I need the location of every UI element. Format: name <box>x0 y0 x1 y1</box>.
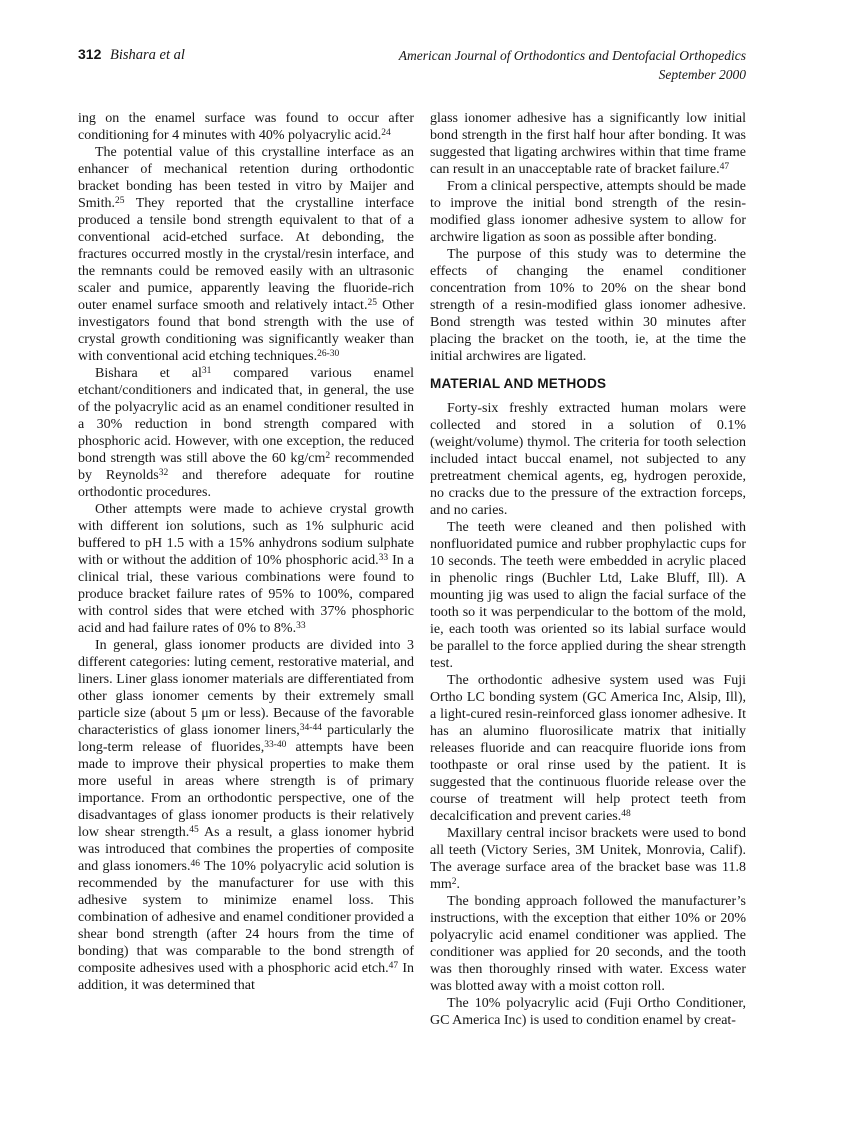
paragraph: The potential value of this crystalline interface as an enhancer of mechanical retention during orthodontic bracket bonding has been tested in vitro by Maijer and Smith.$^{25}$ They reported that the crystalline interface produced a tensile bond strength equivalent to that of a conventional acid-etched surface. At debonding, the fractures occurred mostly in the crystal/resin interface, and the remnants could be removed easily with an ultrasonic scaler and pumice, apparently leaving the fluoride-rich outer enamel surface smooth and relatively intact.$^{25}$ Other investigators found that bond strength with the use of crystal growth conditioning was significantly weaker than with conventional acid etching techniques.$^{26-30}$ <box>78 145 414 364</box>
section-heading: MATERIAL AND METHODS <box>430 376 607 391</box>
paragraph: Other attempts were made to achieve crystal growth with different ion solutions, such as 1% sulphuric acid buffered to pH 1.5 with a 15% anhydrons sodium sulphate with or without the addition of 10% phosphoric acid.$^{33}$ In a clinical trial, these various combinations were found to produce bracket failure rates of 95% to 100%, compared with control sides that were etched with 37% phosphoric acid and had failure rates of 0% to 8%.$^{33}$ <box>78 502 414 636</box>
page-number: 312 <box>78 46 102 62</box>
paragraph: glass ionomer adhesive has a significantly low initial bond strength in the first half hour after bonding. It was suggested that ligating archwires within that time frame can result in an unacceptable rate of bracket failure.$^{47}$ <box>430 111 746 177</box>
paragraph: From a clinical perspective, attempts should be made to improve the initial bond strength of the resin-modified glass ionomer adhesive system to allow for archwire ligation as soon as possible after bonding. <box>430 179 746 245</box>
paragraph: Forty-six freshly extracted human molars were collected and stored in a solution of 0.1% (weight/volume) thymol. The criteria for tooth selection included intact buccal enamel, not subjected to any pretreatment chemical agents, eg, hydrogen peroxide, no cracks due to the pressure of the extraction forceps, and no caries. <box>430 401 746 518</box>
article-body <box>78 110 746 1029</box>
header-left <box>78 46 185 64</box>
right-column <box>430 110 746 1029</box>
header-right <box>399 46 746 84</box>
paragraph: The teeth were cleaned and then polished with nonfluoridated pumice and rubber prophylactic cups for 10 seconds. The teeth were embedded in acrylic placed in phenolic rings (Buchler Ltd, Lake Bluff, Ill). A mounting jig was used to align the facial surface of the tooth so it was perpendicular to the bottom of the mold, ie, each tooth was oriented so its labial surface would be parallel to the force applied during the shear strength test. <box>430 520 746 671</box>
paragraph: Maxillary central incisor brackets were used to bond all teeth (Victory Series, 3M Unitek, Monrovia, Calif). The average surface area of the bracket base was 11.8 $mm^2$. <box>430 826 746 892</box>
running-authors: Bishara et al <box>109 47 185 63</box>
paragraph: ing on the enamel surface was found to occur after conditioning for 4 minutes with 40% polyacrylic acid.$^{24}$ <box>78 111 414 143</box>
journal-title: American Journal of Orthodontics and Dentofacial Orthopedics <box>398 48 746 63</box>
paragraph: In general, glass ionomer products are divided into 3 different categories: luting cement, restorative material, and liners. Liner glass ionomer materials are differentiated from other glass ionomer cements by their extremely small particle size (about 5 μm or less). Because of the favorable characteristics of glass ionomer liners,$^{34-44}$ particularly the long-term release of fluorides,$^{33-40}$ attempts have been made to improve their physical properties to make them more useful in areas where strength is of primary importance. From an orthodontic perspective, one of the disadvantages of glass ionomer products is their relatively low shear strength.$^{45}$ As a result, a glass ionomer hybrid was introduced that combines the properties of composite and glass ionomers.$^{46}$ The 10% polyacrylic acid solution is recommended by the manufacturer for use with this adhesive system to minimize enamel loss. This combination of adhesive and enamel conditioner provided a shear bond strength (after 24 hours from the time of bonding) that was comparable to the bond strength of composite adhesives used with a phosphoric acid etch.$^{47}$ In addition, it was determined that <box>78 638 414 993</box>
paragraph: The orthodontic adhesive system used was Fuji Ortho LC bonding system (GC America Inc, Alsip, Ill), a light-cured resin-reinforced glass ionomer adhesive. It has an alumino fluorosilicate matrix that initially releases fluoride and can reacquire fluoride ions from toothpaste or oral rinse used by the patient. It is suggested that the continuous fluoride release over the course of treatment will help protect teeth from decalcification and prevent caries.$^{48}$ <box>430 673 746 824</box>
running-header <box>78 46 746 84</box>
paragraph: Bishara et $al^{31}$ compared various enamel etchant/conditioners and indicated that, in general, the use of the polyacrylic acid as an enamel conditioner resulted in a 30% reduction in bond strength compared with phosphoric acid. However, with one exception, the reduced bond strength was still above the 60 $kg/cm^2$ recommended by Reynolds$^{32}$ and therefore adequate for routine orthodontic procedures. <box>78 365 414 500</box>
paragraph: The bonding approach followed the manufacturer’s instructions, with the exception that either 10% or 20% polyacrylic acid enamel conditioner was applied. The conditioner was applied for 20 seconds, and the tooth was then thoroughly rinsed with water. Excess water was blotted away with a moist cotton roll. <box>430 894 746 994</box>
paragraph: The 10% polyacrylic acid (Fuji Ortho Conditioner, GC America Inc) is used to condition enamel by creat- <box>430 996 746 1028</box>
issue-date: September 2000 <box>658 67 746 82</box>
left-column <box>78 110 414 1029</box>
paragraph: The purpose of this study was to determine the effects of changing the enamel conditioner concentration from 10% to 20% on the shear bond strength of a resin-modified glass ionomer adhesive. Bond strength was tested within 30 minutes after placing the bracket on the tooth, ie, at the time the initial archwires are ligated. <box>430 247 746 364</box>
